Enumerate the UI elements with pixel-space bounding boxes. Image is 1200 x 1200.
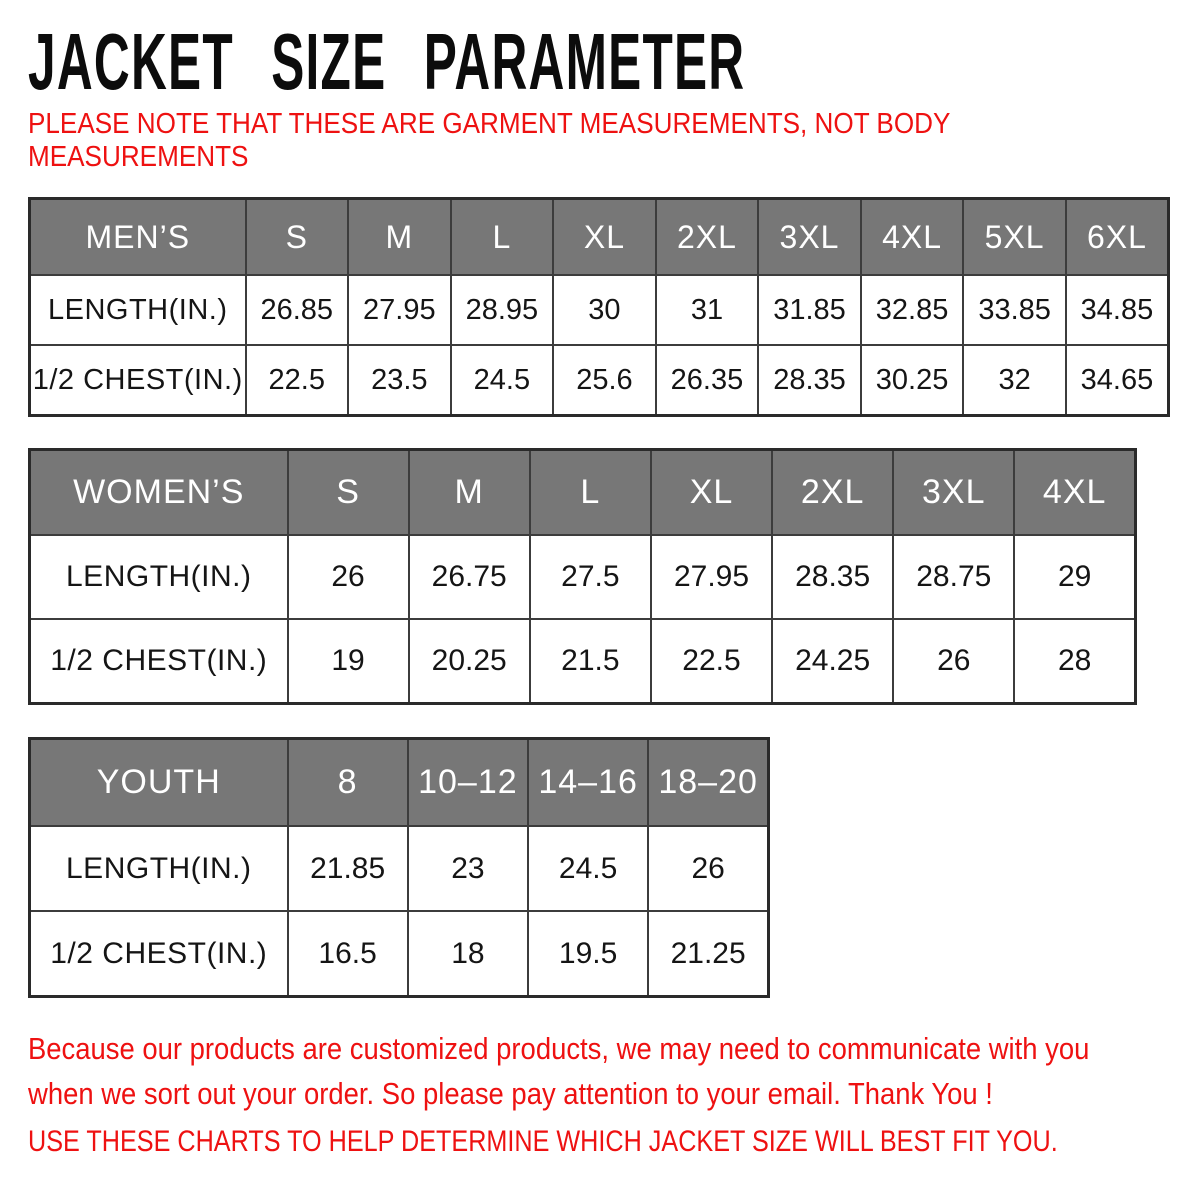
mens-chest-row	[30, 345, 1169, 416]
value-cell: 28.35	[772, 535, 893, 619]
youth-header-row	[30, 739, 769, 827]
size-header-cell: 4XL	[861, 199, 964, 276]
womens-size-table	[28, 448, 1137, 705]
value-cell: 24.5	[528, 826, 648, 911]
value-cell: 28.95	[451, 275, 554, 345]
value-cell: 26.75	[409, 535, 530, 619]
value-cell: 33.85	[963, 275, 1066, 345]
value-cell: 21.5	[530, 619, 651, 704]
womens-length-row	[30, 535, 1136, 619]
value-cell: 34.65	[1066, 345, 1169, 416]
customization-notice-line-2: when we sort out your order. So please pay attention to your email. Thank You !	[28, 1076, 993, 1111]
value-cell: 32	[963, 345, 1066, 416]
size-header-cell: 2XL	[656, 199, 759, 276]
womens-table-title-cell: WOMEN’S	[30, 450, 288, 536]
row-label-cell: LENGTH(IN.)	[30, 826, 288, 911]
page-title: JACKET SIZE PARAMETER	[28, 17, 746, 106]
size-header-cell: 2XL	[772, 450, 893, 536]
value-cell: 30	[553, 275, 656, 345]
note-line-2: MEASUREMENTS	[28, 141, 249, 173]
size-header-cell: M	[409, 450, 530, 536]
value-cell: 28.75	[893, 535, 1014, 619]
value-cell: 23.5	[348, 345, 451, 416]
size-header-cell: XL	[553, 199, 656, 276]
womens-header-row	[30, 450, 1136, 536]
youth-size-table	[28, 737, 770, 998]
size-header-cell: 3XL	[758, 199, 861, 276]
value-cell: 31	[656, 275, 759, 345]
youth-table-title-cell: YOUTH	[30, 739, 288, 827]
size-header-cell: 14–16	[528, 739, 648, 827]
size-header-cell: L	[451, 199, 554, 276]
mens-length-row	[30, 275, 1169, 345]
value-cell: 21.25	[648, 911, 768, 997]
value-cell: 32.85	[861, 275, 964, 345]
value-cell: 27.95	[348, 275, 451, 345]
value-cell: 29	[1014, 535, 1135, 619]
value-cell: 25.6	[553, 345, 656, 416]
size-header-cell: 18–20	[648, 739, 768, 827]
garment-measurement-note	[28, 108, 950, 174]
mens-size-table	[28, 197, 1170, 417]
value-cell: 22.5	[246, 345, 349, 416]
value-cell: 23	[408, 826, 528, 911]
size-header-cell: 6XL	[1066, 199, 1169, 276]
row-label-cell: LENGTH(IN.)	[30, 275, 246, 345]
value-cell: 18	[408, 911, 528, 997]
note-line-1: PLEASE NOTE THAT THESE ARE GARMENT MEASUREMENTS, NOT BODY	[28, 108, 951, 140]
value-cell: 26	[288, 535, 409, 619]
chart-usage-hint: USE THESE CHARTS TO HELP DETERMINE WHICH JACKET SIZE WILL BEST FIT YOU.	[28, 1125, 1058, 1158]
value-cell: 34.85	[1066, 275, 1169, 345]
size-header-cell: L	[530, 450, 651, 536]
value-cell: 26	[648, 826, 768, 911]
size-header-cell: S	[288, 450, 409, 536]
row-label-cell: LENGTH(IN.)	[30, 535, 288, 619]
youth-chest-row	[30, 911, 769, 997]
value-cell: 30.25	[861, 345, 964, 416]
youth-length-row	[30, 826, 769, 911]
size-header-cell: 4XL	[1014, 450, 1135, 536]
value-cell: 28	[1014, 619, 1135, 704]
value-cell: 26.85	[246, 275, 349, 345]
size-header-cell: S	[246, 199, 349, 276]
value-cell: 19.5	[528, 911, 648, 997]
value-cell: 27.5	[530, 535, 651, 619]
value-cell: 27.95	[651, 535, 772, 619]
size-header-cell: 8	[288, 739, 408, 827]
value-cell: 20.25	[409, 619, 530, 704]
size-header-cell: M	[348, 199, 451, 276]
value-cell: 26	[893, 619, 1014, 704]
size-header-cell: 10–12	[408, 739, 528, 827]
row-label-cell: 1/2 CHEST(IN.)	[30, 619, 288, 704]
value-cell: 26.35	[656, 345, 759, 416]
value-cell: 21.85	[288, 826, 408, 911]
value-cell: 16.5	[288, 911, 408, 997]
value-cell: 24.5	[451, 345, 554, 416]
size-header-cell: 3XL	[893, 450, 1014, 536]
row-label-cell: 1/2 CHEST(IN.)	[30, 911, 288, 997]
value-cell: 19	[288, 619, 409, 704]
mens-header-row	[30, 199, 1169, 276]
size-header-cell: XL	[651, 450, 772, 536]
customization-notice-line-1: Because our products are customized products, we may need to communicate with you	[28, 1031, 1090, 1066]
womens-chest-row	[30, 619, 1136, 704]
row-label-cell: 1/2 CHEST(IN.)	[30, 345, 246, 416]
customization-notice	[28, 1026, 1089, 1116]
mens-table-title-cell: MEN’S	[30, 199, 246, 276]
value-cell: 28.35	[758, 345, 861, 416]
size-header-cell: 5XL	[963, 199, 1066, 276]
value-cell: 24.25	[772, 619, 893, 704]
value-cell: 31.85	[758, 275, 861, 345]
value-cell: 22.5	[651, 619, 772, 704]
